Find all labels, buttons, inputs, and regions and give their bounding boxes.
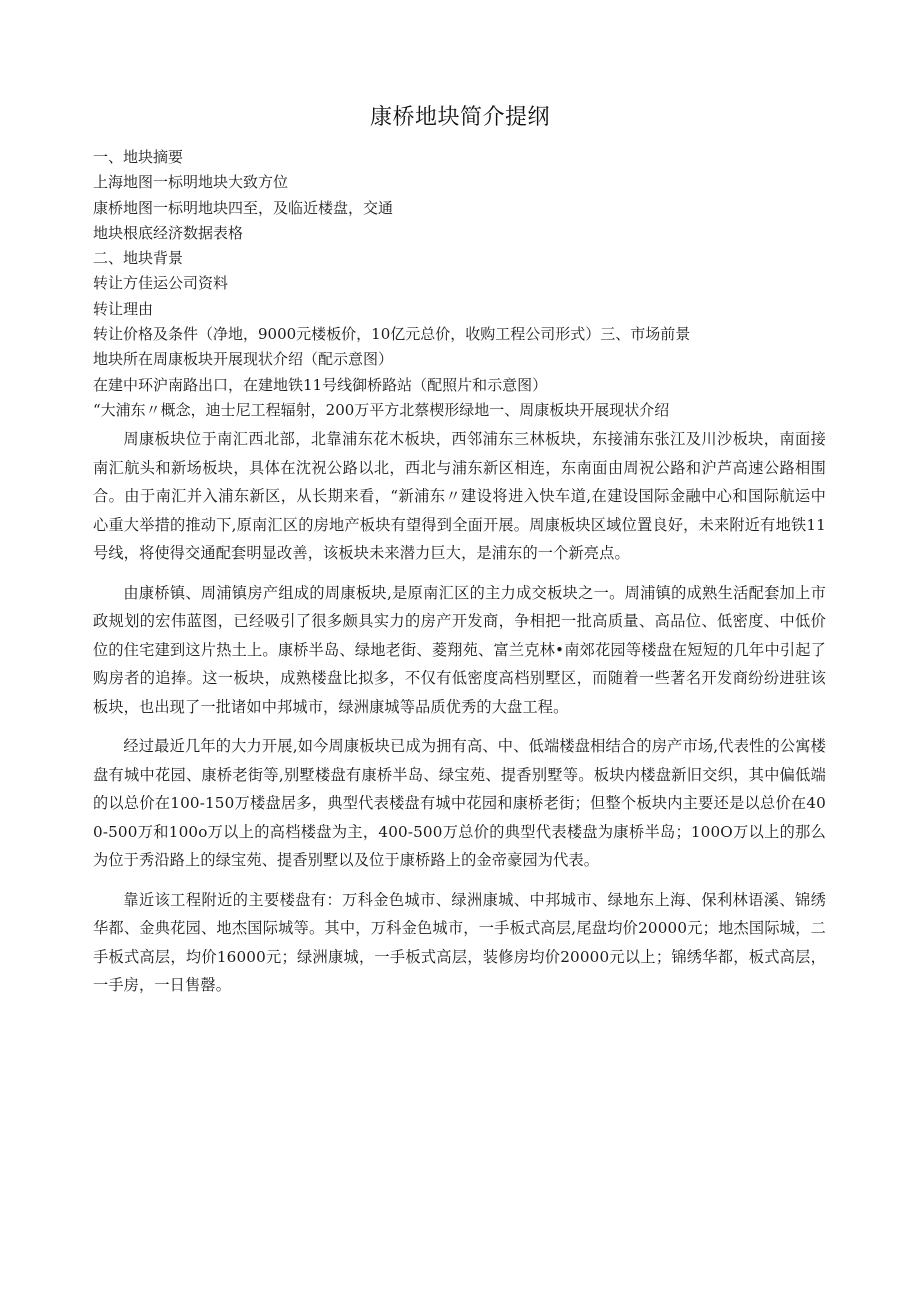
body-paragraph: 靠近该工程附近的主要楼盘有：万科金色城市、绿洲康城、中邦城市、绿地东上海、保利林语溪、锦绣华都、金典花园、地杰国际城等。其中，万科金色城市，一手板式高层,尾盘均价20000元；地杰国际城，二手板式高层，均价16000元；绿洲康城，一手板式高层，装修房均价20000元以上；锦绣华都，板式高层，一手房，一日售罄。 [93,890,826,994]
outline-item: 康桥地图一标明地块四至，及临近楼盘，交通 [93,198,394,217]
outline-item: 转让方佳运公司资料 [93,274,229,293]
body-text [93,425,826,1011]
document-title: 康桥地块简介提纲 [369,105,550,130]
outline-item: 地块所在周康板块开展现状介绍（配示意图） [93,350,394,369]
outline-list [93,145,833,423]
body-paragraph: 由康桥镇、周浦镇房产组成的周康板块,是原南汇区的主力成交板块之一。周浦镇的成熟生活配套加上市政规划的宏伟蓝图，已经吸引了很多颇具实力的房产开发商，争相把一批高质量、高品位、低密度、中低价位的住宅建到这片热土上。康桥半岛、绿地老街、菱翔苑、富兰克林•南郊花园等楼盘在短短的几年中引起了购房者的追捧。这一板块，成熟楼盘比拟多，不仅有低密度高档别墅区，而随着一些著名开发商纷纷进驻该板块，也出现了一批诸如中邦城市，绿洲康城等品质优秀的大盘工程。 [93,583,826,716]
outline-item: 在建中环沪南路出口，在建地铁11号线御桥路站（配照片和示意图） [93,375,548,394]
body-paragraph: 周康板块位于南汇西北部，北靠浦东花木板块，西邻浦东三林板块，东接浦东张江及川沙板块，南面接南汇航头和新场板块，具体在沈祝公路以北，西北与浦东新区相连，东南面由周祝公路和沪芦高速公路相围合。由于南汇并入浦东新区，从长期来看，“新浦东〃建设将进入快车道,在建设国际金融中心和国际航运中心重大举措的推动下,原南汇区的房地产板块有望得到全面开展。周康板块区域位置良好，未来附近有地铁11号线，将使得交通配套明显改善，该板块未来潜力巨大，是浦东的一个新亮点。 [93,430,826,562]
outline-item: 一、地块摘要 [93,148,184,166]
outline-item: “大浦东〃概念，迪士尼工程辐射，200万平方北蔡楔形绿地一、周康板块开展现状介绍 [93,400,670,419]
outline-item: 地块根底经济数据表格 [93,223,244,242]
body-paragraph: 经过最近几年的大力开展,如今周康板块已成为拥有高、中、低端楼盘相结合的房产市场,代表性的公寓楼盘有城中花园、康桥老街等,别墅楼盘有康桥半岛、绿宝苑、提香别墅等。板块内楼盘新旧交织，其中偏低端的以总价在100-150万楼盘居多，典型代表楼盘有城中花园和康桥老街；但整个板块内主要还是以总价在400-500万和100o万以上的高档楼盘为主，400-500万总价的典型代表楼盘为康桥半岛；100O万以上的那么为位于秀沿路上的绿宝苑、提香别墅以及位于康桥路上的金帝豪园为代表。 [93,737,826,869]
outline-item: 转让理由 [93,299,154,318]
outline-item: 二、地块背景 [93,249,184,268]
outline-item: 转让价格及条件（净地，9000元楼板价，10亿元总价，收购工程公司形式）三、市场前景 [93,325,691,344]
outline-item: 上海地图一标明地块大致方位 [93,173,289,192]
